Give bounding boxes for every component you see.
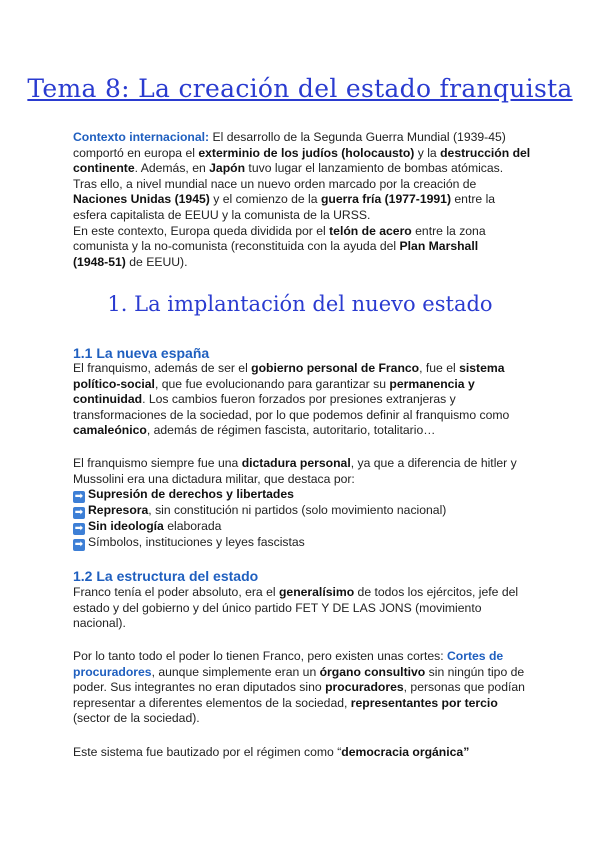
text: , aunque simplemente eran un	[151, 664, 320, 679]
text: , además de régimen fascista, autoritario, totalitario…	[146, 423, 436, 438]
blue-bold-text: Cortes de	[446, 649, 504, 663]
text: esfera capitalista de EEUU y la comunista de la URSS.	[73, 207, 371, 222]
text: , fue el	[419, 361, 460, 375]
bold-text: órgano consultivo	[319, 664, 426, 679]
arrow-right-icon: ➡	[74, 523, 84, 535]
arrow-right-icon: ➡	[74, 491, 84, 503]
bold-text: Plan Marshall	[399, 239, 479, 254]
text: El desarrollo de la Segunda Guerra Mundial (1939-45)	[209, 130, 506, 144]
text: comunista y la no-comunista (reconstituida con la ayuda del	[73, 239, 400, 254]
arrow-right-icon: ➡	[74, 539, 84, 551]
bold-text: procuradores	[325, 680, 404, 695]
text: El franquismo siempre fue una	[73, 456, 242, 470]
bold-text: guerra fría (1977-1991)	[320, 192, 452, 207]
text: Por lo tanto todo el poder lo tienen Franco, pero existen unas cortes:	[73, 649, 447, 663]
bold-text: continuidad	[73, 392, 143, 407]
bold-text: dictadura personal	[241, 456, 351, 470]
paragraph	[73, 361, 533, 439]
text: , que fue evolucionando para garantizar su	[154, 376, 390, 391]
context-paragraph	[73, 130, 533, 270]
text: Este sistema fue bautizado por el régimen como “	[73, 745, 342, 759]
paragraph	[73, 456, 533, 551]
text: , ya que a diferencia de hitler y	[350, 456, 517, 470]
text: El franquismo, además de ser el	[73, 361, 252, 375]
text: tuvo lugar el lanzamiento de bombas atómicas.	[245, 161, 504, 176]
text: , personas que podían	[403, 680, 525, 695]
text: entre la	[451, 192, 496, 207]
bold-text: Represora	[88, 503, 149, 518]
bold-text: camaleónico	[73, 423, 147, 438]
bold-text: continente	[73, 161, 135, 176]
text: Símbolos, instituciones y leyes fascistas	[88, 535, 305, 550]
text: poder. Sus integrantes no eran diputados sino	[73, 680, 326, 695]
text: Mussolini era una dictadura militar, que destaca por:	[73, 471, 355, 486]
list-item	[73, 487, 533, 503]
text: y la	[414, 145, 441, 160]
bold-text: exterminio de los judíos (holocausto)	[198, 145, 415, 160]
bold-text: gobierno personal de Franco	[251, 361, 420, 375]
text: de todos los ejércitos, jefe del	[354, 585, 519, 599]
text: representar a diferentes elementos de la sociedad,	[73, 695, 351, 710]
text: estado y del gobierno y del único partido FET Y DE LAS JONS (movimiento	[73, 600, 482, 615]
bold-text: sistema	[459, 361, 505, 375]
paragraph	[73, 585, 533, 632]
subsection-heading: 1.1 La nueva españa	[73, 345, 210, 361]
bold-text: político-social	[73, 376, 155, 391]
bold-text: permanencia y	[389, 376, 475, 391]
text: Franco tenía el poder absoluto, era el	[73, 585, 279, 599]
text: y el comienzo de la	[209, 192, 321, 207]
arrow-right-icon: ➡	[74, 507, 84, 519]
bold-text: generalísimo	[278, 585, 355, 599]
paragraph	[73, 649, 533, 727]
text: . Además, en	[134, 161, 210, 176]
text: En este contexto, Europa queda dividida por el	[73, 223, 330, 238]
bold-text: Naciones Unidas (1945)	[73, 192, 210, 207]
text: entre la zona	[411, 223, 486, 238]
text: sin ningún tipo de	[425, 664, 525, 679]
text: . Los cambios fueron forzados por presiones extranjeras y	[142, 392, 456, 407]
paragraph	[73, 745, 533, 761]
subsection-heading: 1.2 La estructura del estado	[73, 568, 259, 584]
list-item	[73, 535, 533, 551]
bold-text: Japón	[209, 161, 246, 176]
section-title: 1. La implantación del nuevo estado	[107, 292, 493, 316]
text: (sector de la sociedad).	[73, 711, 200, 726]
page-title: Tema 8: La creación del estado franquista	[27, 74, 573, 103]
text: elaborada	[163, 519, 222, 534]
text: , sin constitución ni partidos (solo movimiento nacional)	[148, 503, 447, 518]
blue-bold-text: procuradores	[73, 664, 152, 679]
bold-text: democracia orgánica”	[341, 745, 470, 759]
list-item	[73, 503, 533, 519]
context-label: Contexto internacional:	[73, 130, 210, 144]
bold-text: (1948-51)	[73, 254, 126, 269]
bold-text: destrucción del	[440, 145, 531, 160]
text: transformaciones de la sociedad, por lo que podemos definir al franquismo como	[73, 407, 510, 422]
list-item	[73, 519, 533, 535]
bold-text: representantes por tercio	[350, 695, 498, 710]
text: comportó en europa el	[73, 145, 199, 160]
text: nacional).	[73, 616, 126, 631]
bold-text: Sin ideología	[88, 519, 164, 534]
bold-text: telón de acero	[329, 223, 412, 238]
bold-text: Supresión de derechos y libertades	[88, 487, 294, 502]
text: de EEUU).	[125, 254, 188, 269]
text: Tras ello, a nivel mundial nace un nuevo orden marcado por la creación de	[73, 176, 477, 191]
